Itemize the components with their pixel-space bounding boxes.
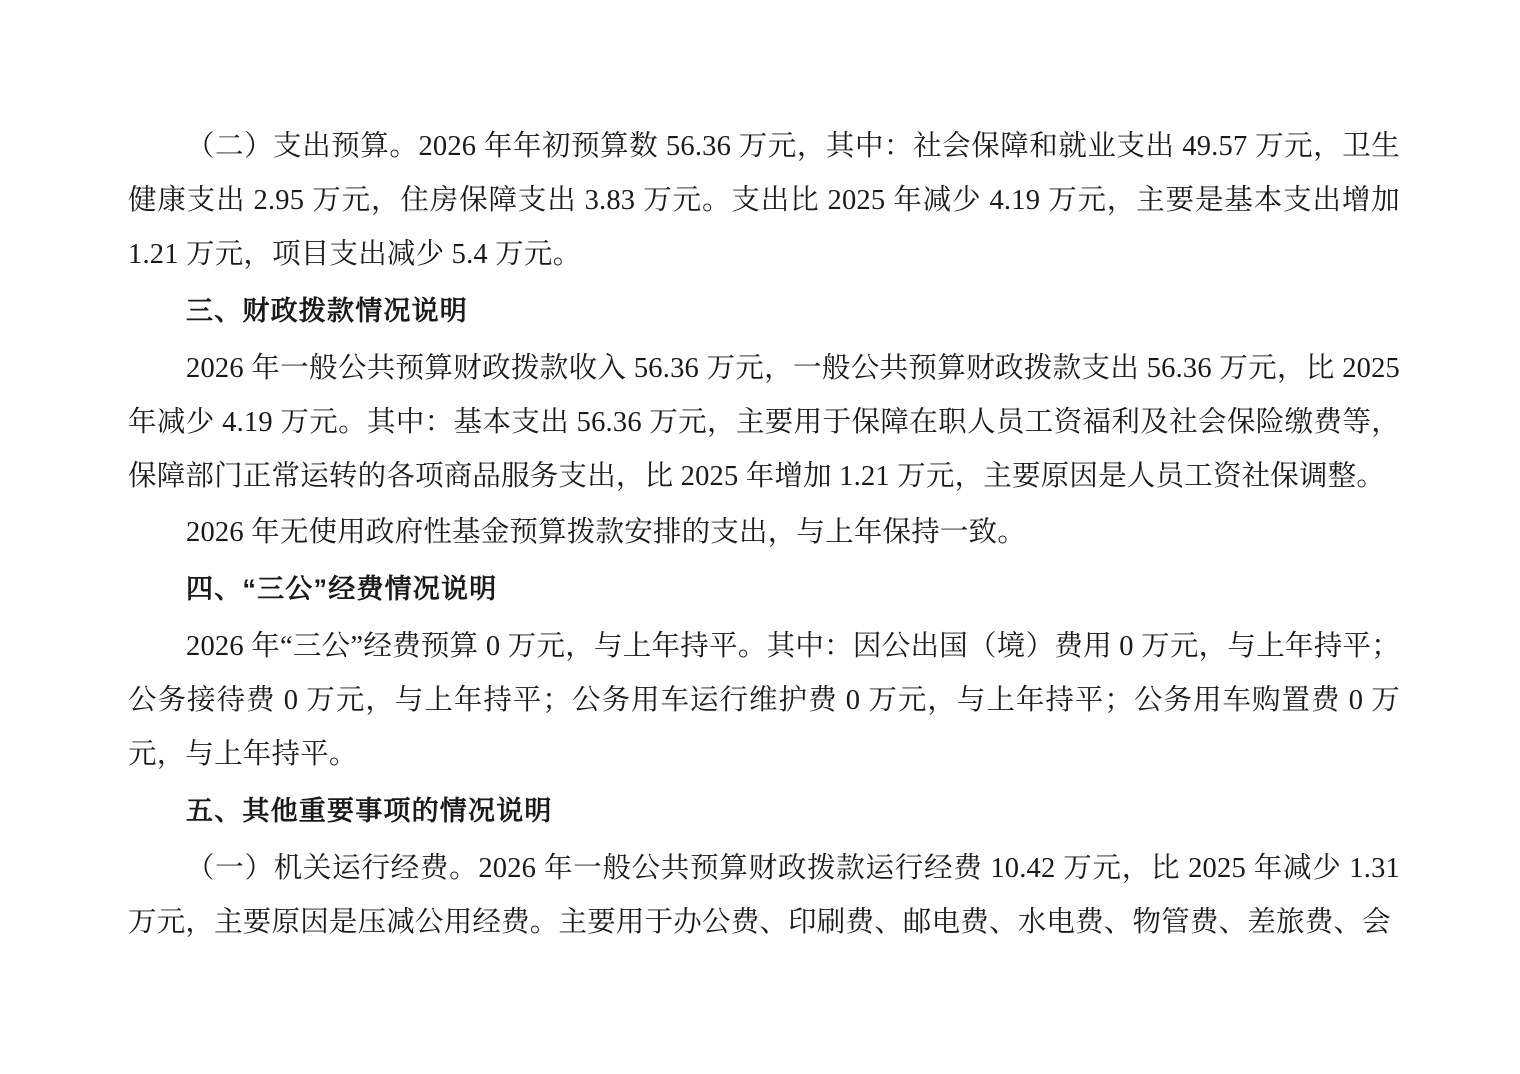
paragraph-agency-operating-expenses: （一）机关运行经费。2026 年一般公共预算财政拨款运行经费 10.42 万元，比 2025 年减少 1.31 万元，主要原因是压减公用经费。主要用于办公费、印刷费、邮电费、水电费、物管费、差旅费、会 xyxy=(128,853,1400,938)
paragraph-government-fund-note: 2026 年无使用政府性基金预算拨款安排的支出，与上年保持一致。 xyxy=(186,517,1027,548)
paragraph-expenditure-budget: （二）支出预算。2026 年年初预算数 56.36 万元，其中：社会保障和就业支出 49.57 万元，卫生健康支出 2.95 万元，住房保障支出 3.83 万元。支出比 2025 年减少 4.19 万元，主要是基本支出增加 1.21 万元，项目支出减少 5.4 万元。 xyxy=(128,131,1400,270)
section-heading-three: 三、财政拨款情况说明 xyxy=(186,296,468,326)
paragraph-three-public-expenses: 2026 年“三公”经费预算 0 万元，与上年持平。其中：因公出国（境）费用 0 万元，与上年持平；公务接待费 0 万元，与上年持平；公务用车运行维护费 0 万元，与上年持平；公务用车购置费 0 万元，与上年持平。 xyxy=(128,631,1400,770)
paragraph-fiscal-appropriation-detail: 2026 年一般公共预算财政拨款收入 56.36 万元，一般公共预算财政拨款支出 56.36 万元，比 2025 年减少 4.19 万元。其中：基本支出 56.36 万元，主要用于保障在职人员工资福利及社会保险缴费等，保障部门正常运转的各项商品服务支出，比 2025 年增加 1.21 万元，主要原因是人员工资社保调整。 xyxy=(128,353,1400,492)
document-body xyxy=(128,120,1400,950)
section-heading-four: 四、“三公”经费情况说明 xyxy=(186,574,498,604)
section-heading-five: 五、其他重要事项的情况说明 xyxy=(186,796,553,826)
